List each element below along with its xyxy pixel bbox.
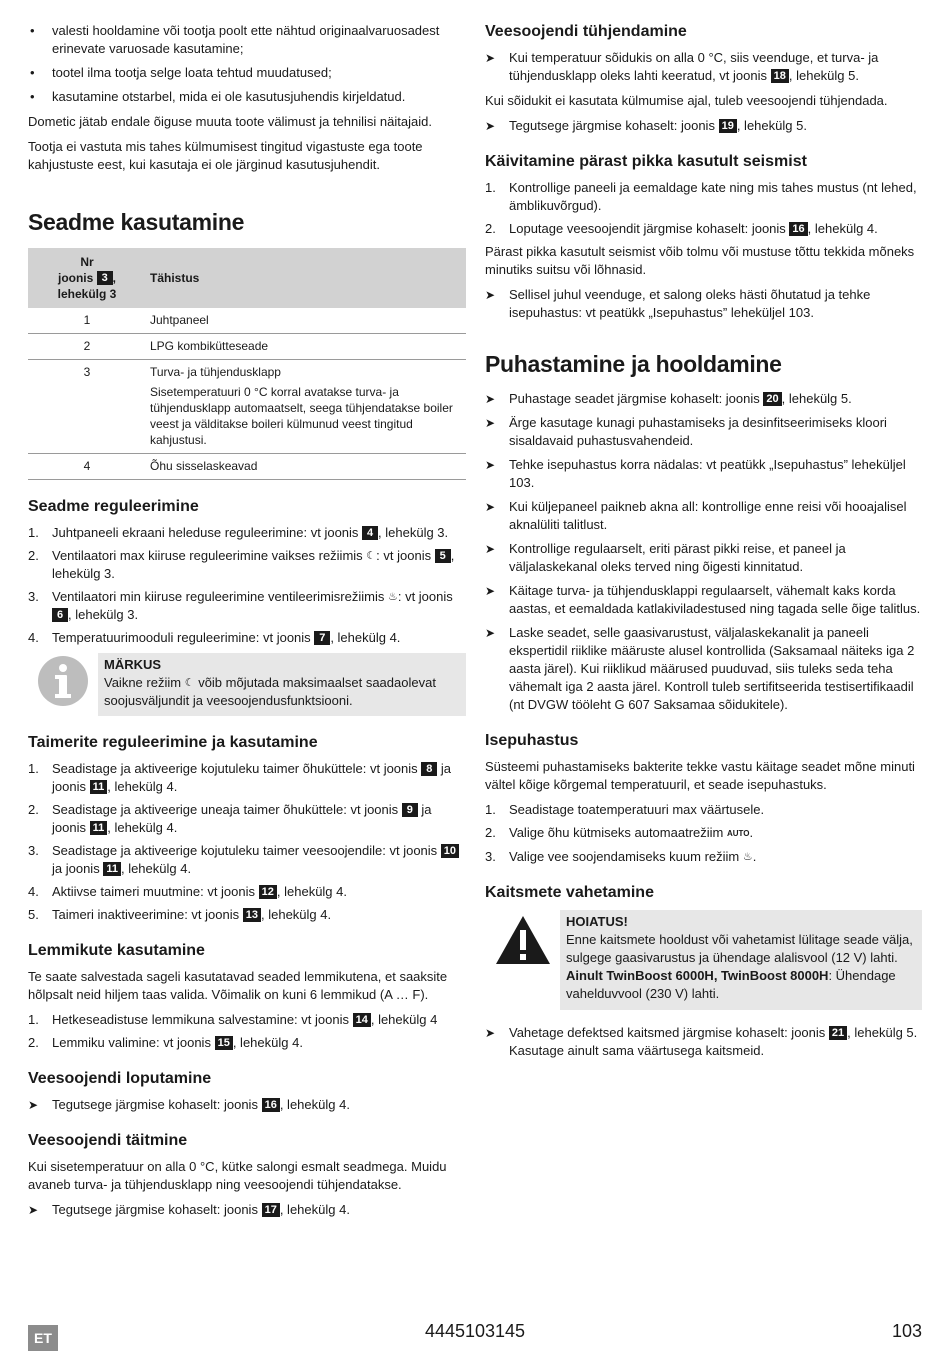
list-item: 1. Seadistage toatemperatuuri max väärtusele. [485, 802, 765, 817]
table-row: 2 LPG kombikütteseade [28, 334, 466, 360]
note-box [28, 653, 466, 716]
list-item: 3. Valige vee soojendamiseks kuum režiim ♨. [485, 849, 757, 864]
list-item: ➤ Käitage turva- ja tühjendusklappi regulaarselt, vähemalt kaks korda aastas, et eemaldada katlakiviladestused ning tagada selle õige talitlus. [485, 583, 921, 616]
hot-water-mode-icon: ♨ [742, 851, 753, 863]
fill-instructions [28, 1201, 466, 1219]
table-row: 4 Õhu sisselaskeavad [28, 454, 466, 480]
arrow-icon: ➤ [485, 626, 496, 640]
list-item: 2. Lemmiku valimine: vt joonis 15 , lehekülg 4. [28, 1035, 303, 1050]
rinse-instructions [28, 1096, 466, 1114]
page-number: 103 [891, 1321, 922, 1341]
components-table [28, 248, 466, 480]
list-item: 3. Ventilaatori min kiiruse reguleerimine ventileerimisrežiimis ♨: vt joonis 6 , lehekülg 3. [28, 589, 453, 622]
note-title: MÄRKUS [104, 657, 162, 672]
figure-ref: 12 [259, 885, 277, 899]
list-item: ➤ Kontrollige regulaarselt, eriti pärast pikki reise, et paneel ja väljalaskekanal oleks terved ning õigesti kinnitatud. [485, 541, 846, 574]
warning-text: Enne kaitsmete hooldust või vahetamist lülitage seade välja, sulgege gaasivarustus ja ühendage alalisvool (12 V) lahti. [566, 932, 913, 965]
info-icon [28, 653, 98, 716]
arrow-icon: ➤ [485, 1026, 496, 1040]
table-cell-description: Sisetemperatuuri 0 °C korral avatakse turva- ja tühjendusklapp automaatselt, seega tühjendatakse boiler veest ja välditakse boileri külmunud veest tingitud kahjustusi. [150, 385, 453, 447]
favorites-steps [28, 1011, 466, 1052]
warning-box [485, 910, 922, 1010]
arrow-icon: ➤ [485, 119, 496, 133]
list-item: • tootel ilma tootja selge loata tehtud muudatused; [28, 64, 466, 82]
figure-ref: 4 [362, 526, 378, 540]
list-item: ➤ Kui temperatuur sõidukis on alla 0 °C, siis veenduge, et turva- ja tühjendusklapp oleks lahti keeratud, vt joonis 18 , lehekülg 5. [485, 50, 879, 83]
figure-ref: 15 [215, 1036, 233, 1050]
startup-paragraph: Pärast pikka kasutult seismist võib tolmu või mustuse tõttu tekkida mõneks minutiks suitsu või lõhnasid. [485, 244, 915, 277]
list-item: ➤ Vahetage defektsed kaitsmed järgmise kohaselt: joonis 21 , lehekülg 5. Kasutage ainult sama väärtusega kaitsmeid. [485, 1025, 918, 1058]
section-title-fuses: Kaitsmete vahetamine [485, 884, 654, 901]
figure-ref: 8 [421, 762, 437, 776]
document-code: 4445103145 [424, 1321, 526, 1341]
list-item: ➤ Kui küljepaneel paikneb akna all: kontrollige enne reisi või hooajalisel aknalüliti talitlust. [485, 499, 907, 532]
list-item: ➤ Tegutsege järgmise kohaselt: joonis 19 , lehekülg 5. [485, 118, 807, 133]
list-item: ➤ Ärge kasutage kunagi puhastamiseks ja desinfitseerimiseks kloori sisaldavaid puhastusvahendeid. [485, 415, 887, 448]
arrow-icon: ➤ [485, 458, 496, 472]
startup-instructions [485, 286, 922, 322]
arrow-icon: ➤ [485, 288, 496, 302]
figure-ref: 18 [771, 69, 789, 83]
cleaning-instructions [485, 390, 922, 714]
list-item: • kasutamine otstarbel, mida ei ole kasutusjuhendis kirjeldatud. [28, 88, 466, 106]
intro-paragraph: Tootja ei vastuta mis tahes külmumisest tingitud vigastuste ega toote kahjustuste eest, kui kasutaja ei ole järginud kasutusjuhendit. [28, 139, 423, 172]
figure-ref: 11 [90, 821, 108, 835]
list-item: 2. Ventilaatori max kiiruse reguleerimine vaikses režiimis ☾: vt joonis 5 , lehekülg 3. [28, 548, 455, 581]
list-item: 2. Loputage veesoojendit järgmise kohaselt: joonis 16 , lehekülg 4. [485, 221, 878, 236]
timer-steps [28, 760, 466, 924]
list-item: 3. Seadistage ja aktiveerige kojutuleku taimer veesoojendile: vt joonis 10 ja joonis 11 , lehekülg 4. [28, 842, 466, 878]
figure-ref: 7 [314, 631, 330, 645]
figure-ref: 20 [763, 392, 781, 406]
list-item: ➤ Sellisel juhul veenduge, et salong oleks hästi õhutatud ja tehke isepuhastus: vt peatükk „Isepuhastus” leheküljel 103. [485, 287, 871, 320]
language-badge: ET [28, 1325, 58, 1351]
figure-ref: 14 [353, 1013, 371, 1027]
arrow-icon: ➤ [28, 1098, 39, 1112]
section-title-use: Seadme kasutamine [28, 209, 245, 235]
figure-ref: 5 [435, 549, 451, 563]
list-item: ➤ Laske seadet, selle gaasivarustust, väljalaskekanalit ja paneeli ekspertidil riiklike määruste alusel kontrollida (Saksamaal näiteks iga 2 aasta järel). Kui riiklikud määrused puuduvad, siis tuleks seda teha vähemalt iga 2 aasta järel. Kontroll tuleb sertifitseerida testisertifikaadil (nt DVGW tööleht G 607 Saksamaa sõidukitele). [485, 625, 915, 712]
list-item: 1. Juhtpaneeli ekraani heleduse reguleerimine: vt joonis 4 , lehekülg 3. [28, 525, 449, 540]
list-item: 2. Seadistage ja aktiveerige uneaja taimer õhuküttele: vt joonis 9 ja joonis 11 , lehekülg 4. [28, 802, 432, 835]
favorites-paragraph: Te saate salvestada sageli kasutatavad seaded lemmikutena, et saaksite hõlpsalt neid hiljem taas valida. Võimalik on kuni 6 lemmikud (A … F). [28, 969, 448, 1002]
adjust-steps [28, 524, 466, 647]
right-column [485, 22, 922, 1067]
list-item: ➤ Tegutsege järgmise kohaselt: joonis 17 , lehekülg 4. [28, 1202, 350, 1217]
section-title-adjust: Seadme reguleerimine [28, 498, 199, 515]
list-item: 2. Valige õhu kütmiseks automaatrežiim AUTO. [485, 824, 922, 843]
selfcleaning-steps [485, 801, 922, 866]
drain-instructions-2 [485, 117, 922, 135]
figure-ref: 9 [402, 803, 418, 817]
arrow-icon: ➤ [485, 392, 496, 406]
drain-instructions [485, 49, 922, 85]
intro-paragraph: Dometic jätab endale õiguse muuta toote välimust ja tehnilisi näitajaid. [28, 114, 432, 129]
arrow-icon: ➤ [485, 51, 496, 65]
section-title-fill: Veesoojendi täitmine [28, 1132, 188, 1149]
warning-title: HOIATUS! [566, 914, 628, 929]
table-row: 1 Juhtpaneel [28, 308, 466, 334]
figure-ref: 21 [829, 1026, 847, 1040]
drain-paragraph: Kui sõidukit ei kasutata külmumise ajal, tuleb veesoojendi tühjendada. [485, 93, 888, 108]
quiet-mode-icon: ☾ [366, 550, 377, 562]
list-item: 4. Temperatuurimooduli reguleerimine: vt joonis 7 , lehekülg 4. [28, 630, 401, 645]
figure-ref: 11 [103, 862, 121, 876]
arrow-icon: ➤ [485, 542, 496, 556]
ventilation-mode-icon: ♨ [387, 591, 398, 603]
arrow-icon: ➤ [28, 1203, 39, 1217]
list-item: 1. Seadistage ja aktiveerige kojutuleku taimer õhuküttele: vt joonis 8 ja joonis 11 , lehekülg 4. [28, 761, 452, 794]
list-item: • valesti hooldamine või tootja poolt ette nähtud originaalvaruosadest erinevate varuosade kasutamine; [28, 22, 466, 58]
figure-ref: 10 [441, 844, 459, 858]
selfcleaning-paragraph: Süsteemi puhastamiseks bakterite tekke vastu käitage seadet mõne minuti vältel kõige kõrgemal temperatuuril, et seade isepuhastuks. [485, 759, 915, 792]
section-title-rinse: Veesoojendi loputamine [28, 1070, 212, 1087]
list-item: 1. Hetkeseadistuse lemmikuna salvestamine: vt joonis 14 , lehekülg 4 [28, 1012, 438, 1027]
list-item: 4. Aktiivse taimeri muutmine: vt joonis 12 , lehekülg 4. [28, 884, 347, 899]
list-item: ➤ Puhastage seadet järgmise kohaselt: joonis 20 , lehekülg 5. [485, 391, 852, 406]
left-column [28, 22, 466, 1226]
fuse-instructions [485, 1024, 922, 1060]
table-header-nr: Nr joonis 3 , lehekülg 3 [28, 248, 146, 308]
section-title-startup: Käivitamine pärast pikka kasutult seismist [485, 153, 807, 170]
list-item: ➤ Tegutsege järgmise kohaselt: joonis 16 , lehekülg 4. [28, 1097, 350, 1112]
table-header-row [28, 248, 466, 308]
figure-ref: 16 [789, 222, 807, 236]
figure-ref: 17 [262, 1203, 280, 1217]
arrow-icon: ➤ [485, 416, 496, 430]
section-title-favorites: Lemmikute kasutamine [28, 942, 205, 959]
section-title-cleaning: Puhastamine ja hooldamine [485, 351, 782, 377]
warning-text-2: Ainult TwinBoost 6000H, TwinBoost 8000H: Ühendage vahelduvvool (230 V) lahti. [566, 968, 896, 1001]
auto-mode-icon: AUTO [726, 829, 750, 838]
arrow-icon: ➤ [485, 584, 496, 598]
figure-ref: 11 [90, 780, 108, 794]
list-item: 5. Taimeri inaktiveerimine: vt joonis 13 , lehekülg 4. [28, 907, 332, 922]
table-header-label: Tähistus [146, 248, 466, 308]
quiet-mode-icon: ☾ [184, 677, 195, 689]
list-item: ➤ Tehke isepuhastus korra nädalas: vt peatükk „Isepuhastus” leheküljel 103. [485, 457, 906, 490]
section-title-timer: Taimerite reguleerimine ja kasutamine [28, 734, 318, 751]
list-item: 1. Kontrollige paneeli ja eemaldage kate ning mis tahes mustus (nt lehed, ämblikuvõrgud). [485, 180, 917, 213]
figure-ref: 16 [262, 1098, 280, 1112]
section-title-drain: Veesoojendi tühjendamine [485, 23, 687, 40]
warning-icon [485, 910, 560, 1010]
figure-ref: 13 [243, 908, 261, 922]
intro-bullet-list [28, 22, 466, 106]
section-title-selfcleaning: Isepuhastus [485, 732, 579, 749]
fill-paragraph: Kui sisetemperatuur on alla 0 °C, kütke salongi esmalt seadmega. Muidu avaneb turva- ja tühjendusklapp ning veesoojendi tühjendatakse. [28, 1159, 447, 1192]
figure-ref: 19 [719, 119, 737, 133]
startup-steps [485, 179, 922, 238]
arrow-icon: ➤ [485, 500, 496, 514]
figure-ref: 3 [97, 271, 113, 285]
table-row: 3 Turva- ja tühjendusklapp Sisetemperatuuri 0 °C korral avatakse turva- ja tühjendusklapp automaatselt, seega tühjendatakse boiler veest ja välditakse boileri külmunud veest tingitud kahjustusi. [28, 360, 466, 454]
figure-ref: 6 [52, 608, 68, 622]
note-text: Vaikne režiim ☾ võib mõjutada maksimaalset saadaolevat soojusväljundit ja veesoojendusfunktsiooni. [104, 675, 436, 708]
